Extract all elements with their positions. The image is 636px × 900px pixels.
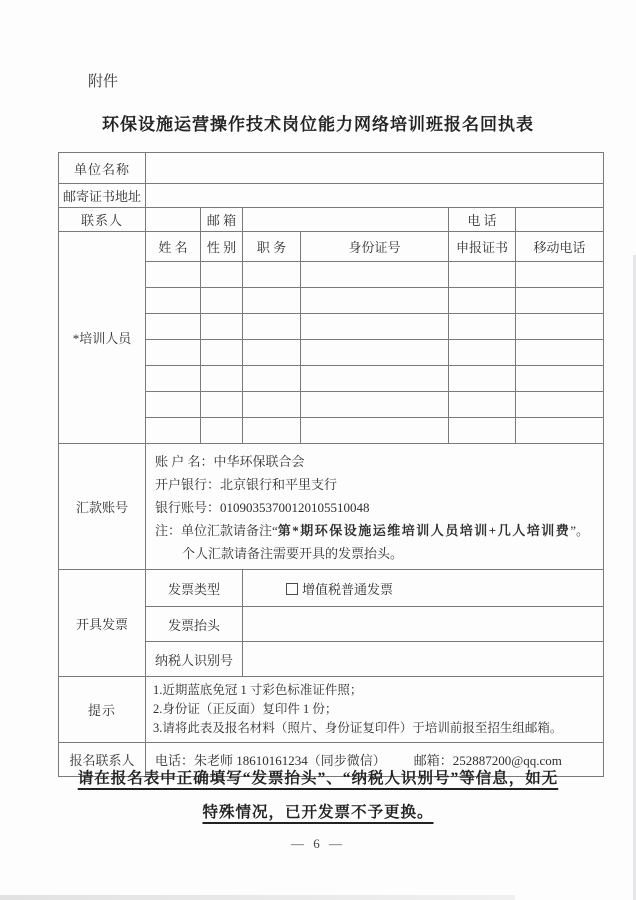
attachment-label: 附件 [88, 74, 119, 90]
trainee-cell [201, 314, 243, 340]
trainee-cell [243, 392, 301, 418]
invoice-type-row [59, 570, 604, 607]
trainee-cell [146, 418, 201, 444]
trainee-cell [243, 262, 301, 288]
trainee-cell [301, 340, 449, 366]
remittance-content-cell [146, 444, 604, 570]
registration-contact-phone: 电话：朱老师 18610161234（同步微信） [155, 753, 386, 768]
trainee-cell [516, 314, 604, 340]
trainee-cell [301, 418, 449, 444]
trainee-cell [301, 288, 449, 314]
trainee-column-header-certificate: 申报证书 [449, 232, 516, 262]
mailing-address-value-cell [146, 184, 604, 208]
tip-item: 1.近期蓝底免冠 1 寸彩色标准证件照； [153, 683, 363, 697]
trainee-cell [449, 366, 516, 392]
trainee-cell [449, 314, 516, 340]
contact-label: 联系人 [59, 208, 146, 232]
invoice-title-label: 发票抬头 [146, 607, 243, 642]
trainee-cell [146, 392, 201, 418]
trainee-cell [243, 288, 301, 314]
trainee-cell [243, 314, 301, 340]
tip-item: 2.身份证（正反面）复印件 1 份； [153, 702, 338, 716]
mailing-address-label: 邮寄证书地址 [59, 184, 146, 208]
scan-edge-shadow-bottom [0, 895, 515, 900]
email-value-cell [243, 208, 449, 232]
trainee-cell [201, 340, 243, 366]
page-number: — 6 — [291, 836, 345, 851]
tip-item: 3.请将此表及报名材料（照片、身份证复印件）于培训前报至招生组邮箱。 [153, 721, 563, 735]
phone-label: 电 话 [449, 208, 516, 232]
invoice-type-value-cell [243, 570, 604, 607]
registration-contact-label: 报名联系人 [59, 743, 146, 777]
trainee-cell [201, 392, 243, 418]
trainee-cell [146, 366, 201, 392]
trainee-cell [516, 262, 604, 288]
trainee-cell [301, 366, 449, 392]
trainee-cell [201, 262, 243, 288]
remittance-account-name: 账 户 名：中华环保联合会 [155, 454, 305, 469]
tax-id-label: 纳税人识别号 [146, 642, 243, 677]
footer-note-line2: 特殊情况，已开发票不予更换。 [202, 804, 434, 821]
trainee-column-header-name: 姓 名 [146, 232, 201, 262]
tax-id-value-cell [243, 642, 604, 677]
trainee-column-header-gender: 性 别 [201, 232, 243, 262]
trainee-cell [449, 340, 516, 366]
tips-content-cell [146, 677, 604, 743]
registration-form-table [58, 152, 604, 777]
trainee-cell [201, 366, 243, 392]
trainee-cell [301, 392, 449, 418]
trainee-column-header-position: 职 务 [243, 232, 301, 262]
trainee-cell [516, 366, 604, 392]
trainee-cell [243, 418, 301, 444]
contact-name-cell [146, 208, 201, 232]
invoice-type-value: 增值税普通发票 [302, 581, 394, 597]
trainee-cell [243, 366, 301, 392]
trainee-header-row [59, 232, 604, 262]
trainee-cell [449, 288, 516, 314]
trainee-cell [516, 288, 604, 314]
invoice-title-value-cell [243, 607, 604, 642]
trainee-cell [301, 314, 449, 340]
trainee-cell [146, 288, 201, 314]
trainee-cell [243, 340, 301, 366]
contact-row [59, 208, 604, 232]
remittance-row [59, 444, 604, 570]
trainee-cell [146, 340, 201, 366]
footer-note-line1: 请在报名表中正确填写“发票抬头”、“纳税人识别号”等信息，如无 [77, 770, 559, 787]
trainee-cell [201, 288, 243, 314]
email-label: 邮 箱 [201, 208, 243, 232]
trainee-cell [201, 418, 243, 444]
remittance-note: 注：单位汇款请备注“第*期环保设施运维培训人员培训+几人培训费”。 [155, 523, 589, 538]
registration-contact-email: 邮箱：252887200@qq.com [413, 753, 562, 768]
tips-label: 提示 [59, 677, 146, 743]
remittance-bank: 开户银行：北京银行和平里支行 [155, 477, 338, 492]
unit-name-row [59, 153, 604, 184]
trainee-cell [449, 392, 516, 418]
remittance-note-line2: 个人汇款请备注需要开具的发票抬头。 [182, 546, 404, 561]
trainee-cell [301, 262, 449, 288]
remittance-note-bold: 第*期环保设施运维培训人员培训+几人培训费 [277, 523, 571, 538]
unit-name-label: 单位名称 [59, 153, 146, 184]
trainee-cell [516, 418, 604, 444]
trainee-cell [516, 392, 604, 418]
invoice-type-label: 发票类型 [146, 570, 243, 607]
phone-value-cell [516, 208, 604, 232]
tips-row [59, 677, 604, 743]
page-title: 环保设施运营操作技术岗位能力网络培训班报名回执表 [102, 115, 534, 134]
trainee-cell [516, 340, 604, 366]
trainees-label: *培训人员 [59, 232, 146, 444]
trainee-column-header-mobile: 移动电话 [516, 232, 604, 262]
trainee-column-header-id-number: 身份证号 [301, 232, 449, 262]
remittance-label: 汇款账号 [59, 444, 146, 570]
trainee-cell [146, 314, 201, 340]
trainee-cell [449, 262, 516, 288]
unit-name-value-cell [146, 153, 604, 184]
vat-invoice-checkbox-icon [286, 583, 298, 595]
trainee-cell [449, 418, 516, 444]
trainee-cell [146, 262, 201, 288]
remittance-account-number: 银行账号：01090353700120105510048 [155, 500, 370, 515]
invoice-label: 开具发票 [59, 570, 146, 677]
mailing-address-row [59, 184, 604, 208]
